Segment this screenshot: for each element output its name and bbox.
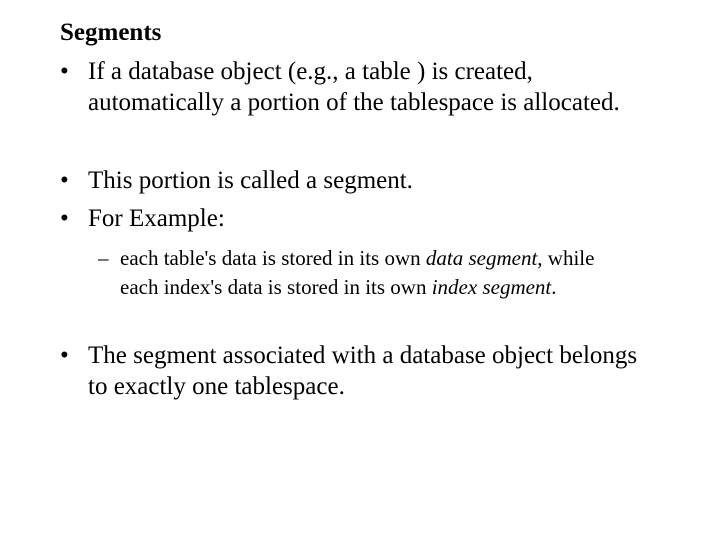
bullet-item: [60, 165, 640, 196]
sub-bullet-item: [98, 244, 638, 302]
example-text-part-2: , while each index's data is stored in its own: [120, 246, 595, 299]
sub-bullet-marker: –: [98, 246, 109, 270]
bullet-text: If a database object (e.g., a table ) is created, automatically a portion of the tablespace is allocated.: [88, 58, 620, 116]
bullet-text: This portion is called a segment.: [88, 167, 413, 194]
slide-title: Segments: [60, 19, 162, 46]
bullet-item: [60, 56, 640, 118]
example-text-part-1: each table's data is stored in its own: [120, 246, 426, 270]
bullet-item: [60, 340, 640, 402]
sub-bullet-text: [120, 244, 638, 302]
bullet-marker: •: [60, 342, 69, 369]
bullet-marker: •: [60, 167, 69, 194]
bullet-marker: •: [60, 205, 69, 232]
bullet-item: [60, 203, 640, 234]
example-italic-index-segment: index segment: [431, 275, 552, 299]
bullet-text: For Example:: [88, 205, 225, 232]
bullet-text: The segment associated with a database object belongs to exactly one tablespace.: [88, 342, 638, 400]
example-italic-data-segment: data segment: [425, 246, 538, 270]
example-text-part-3: .: [551, 275, 557, 299]
bullet-marker: •: [60, 58, 69, 85]
